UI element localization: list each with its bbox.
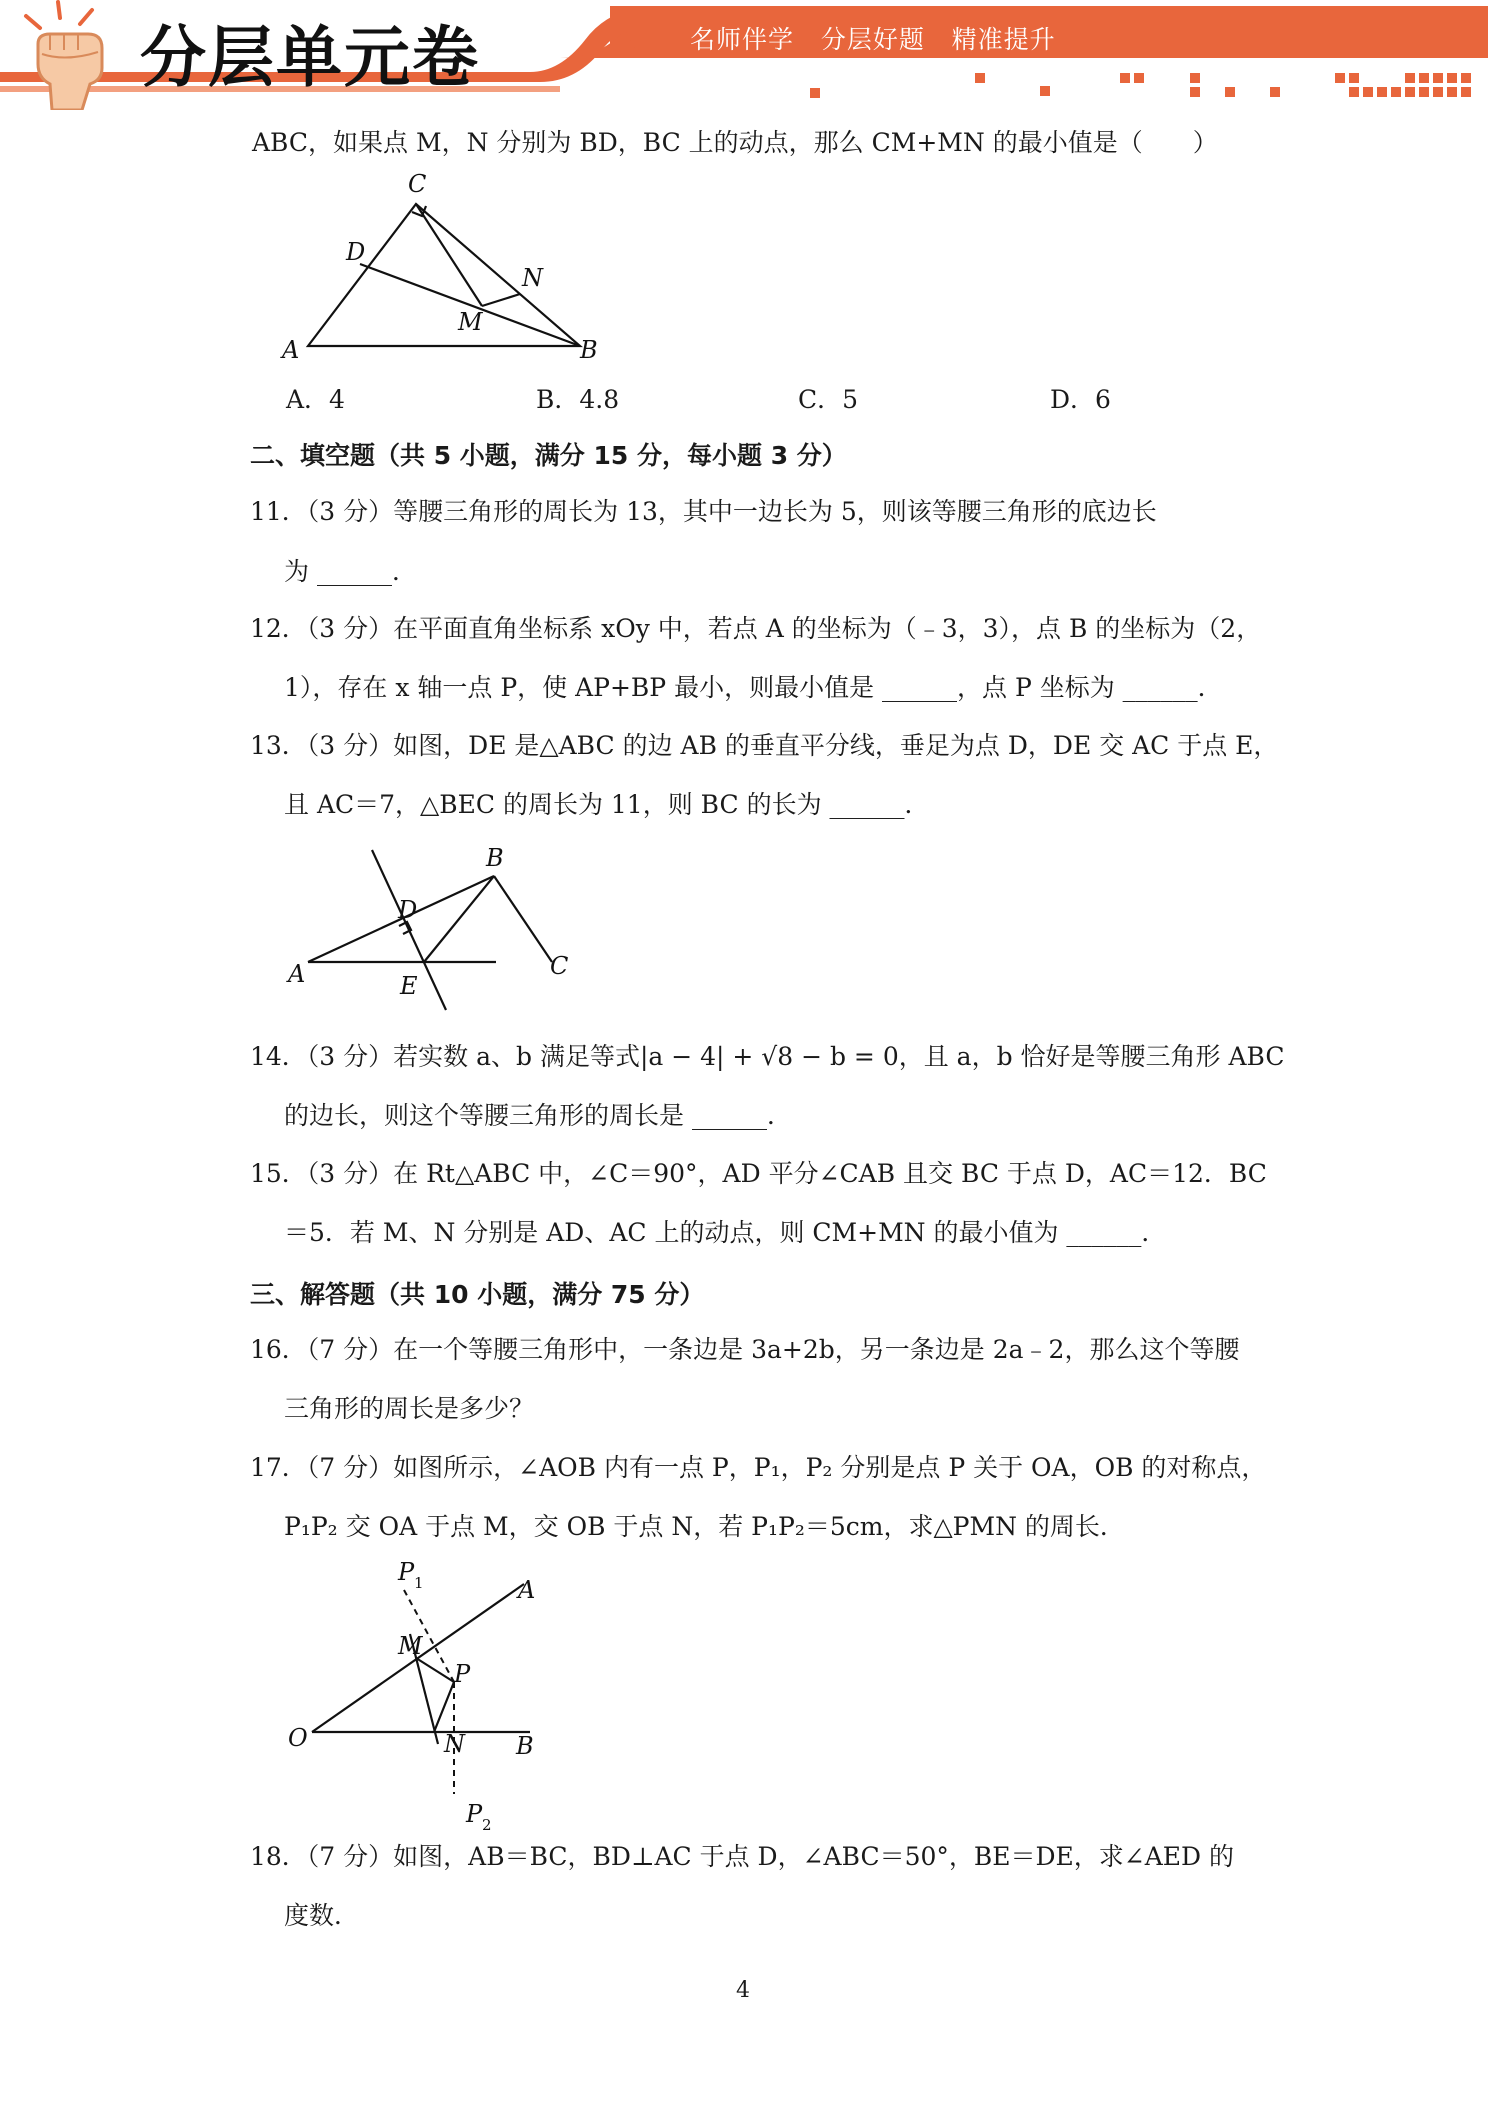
label-e: E — [400, 972, 418, 1000]
label-p: P — [454, 1660, 471, 1688]
page-header — [0, 0, 1488, 110]
q10-option-c: C．5 — [798, 385, 859, 414]
segment-pn — [434, 1682, 454, 1732]
label-a: A — [288, 960, 306, 988]
label-p1-subscript: 1 — [414, 1574, 424, 1592]
q14-line-1: 14．（3 分）若实数 a、b 满足等式|a − 4| + √8 − b = 0，且 a，b 恰好是等腰三角形 ABC — [250, 1042, 1285, 1071]
q10-option-d: D．6 — [1050, 385, 1111, 414]
q18-line-1: 18．（7 分）如图，AB＝BC，BD⊥AC 于点 D，∠ABC＝50°，BE＝DE，求∠AED 的 — [250, 1842, 1235, 1871]
q17-line-2: P₁P₂ 交 OA 于点 M，交 OB 于点 N，若 P₁P₂＝5cm，求△PMN 的周长． — [284, 1512, 1125, 1541]
section-3-heading: 三、解答题（共 10 小题，满分 75 分） — [250, 1280, 705, 1309]
label-n: N — [522, 264, 543, 292]
q16-line-1: 16．（7 分）在一个等腰三角形中，一条边是 3a+2b，另一条边是 2a﹣2，那么这个等腰 — [250, 1335, 1240, 1364]
label-a: A — [518, 1576, 536, 1604]
label-b: B — [580, 336, 598, 363]
fist-icon — [10, 0, 120, 110]
q16-line-2: 三角形的周长是多少？ — [284, 1394, 535, 1423]
q14-line-2: 的边长，则这个等腰三角形的周长是 ______． — [284, 1101, 792, 1130]
q11-line-1: 11．（3 分）等腰三角形的周长为 13，其中一边长为 5，则该等腰三角形的底边长 — [250, 497, 1157, 526]
label-m: M — [458, 308, 483, 336]
brand-title: 分层单元卷 — [140, 19, 480, 96]
segment-bc — [494, 876, 552, 962]
label-p2-subscript: 2 — [482, 1816, 492, 1834]
figure-perpendicular-bisector — [280, 842, 580, 1012]
q13-line-1: 13．（3 分）如图，DE 是△ABC 的边 AB 的垂直平分线，垂足为点 D，DE 交 AC 于点 E， — [250, 731, 1279, 760]
section-2-heading: 二、填空题（共 5 小题，满分 15 分，每小题 3 分） — [250, 441, 847, 470]
segment-mn — [482, 294, 520, 306]
figure-triangle-abc — [280, 168, 610, 363]
q17-line-1: 17．（7 分）如图所示，∠AOB 内有一点 P，P₁，P₂ 分别是点 P 关于 OA，OB 的对称点， — [250, 1453, 1267, 1482]
q18-line-2: 度数． — [284, 1901, 360, 1930]
q10-option-a: A．4 — [286, 385, 345, 414]
figure-angle-aob-reflections — [280, 1554, 620, 1834]
segment-cm — [416, 204, 482, 306]
label-p1: P — [398, 1558, 415, 1586]
label-o: O — [288, 1724, 308, 1752]
q12-line-1: 12．（3 分）在平面直角坐标系 xOy 中，若点 A 的坐标为（﹣3，3），点 B 的坐标为（2， — [250, 614, 1262, 643]
q10-option-b: B．4.8 — [536, 385, 620, 414]
segment-be — [424, 876, 494, 962]
label-m: M — [398, 1632, 423, 1660]
q15-line-1: 15．（3 分）在 Rt△ABC 中，∠C＝90°，AD 平分∠CAB 且交 BC 于点 D，AC＝12．BC — [250, 1159, 1267, 1188]
label-a: A — [282, 336, 300, 363]
q13-line-2: 且 AC＝7，△BEC 的周长为 11，则 BC 的长为 ______． — [284, 790, 930, 819]
label-d: D — [398, 896, 418, 924]
label-c: C — [550, 952, 569, 980]
page-number: 4 — [736, 1978, 750, 2003]
label-p2: P — [466, 1800, 483, 1828]
q15-line-2: ＝5．若 M、N 分别是 AD、AC 上的动点，则 CM+MN 的最小值为 ______． — [284, 1218, 1167, 1247]
label-d: D — [346, 238, 366, 266]
q11-line-2: 为 ______． — [284, 557, 417, 586]
header-slogan: 名师伴学 分层好题 精准提升 — [690, 25, 1056, 54]
q10-text: ABC，如果点 M，N 分别为 BD，BC 上的动点，那么 CM+MN 的最小值是（ ） — [252, 128, 1218, 157]
label-c: C — [408, 170, 427, 198]
q12-line-2: 1），存在 x 轴一点 P，使 AP+BP 最小，则最小值是 ______，点 P 坐标为 ______． — [284, 673, 1223, 702]
label-b: B — [516, 1732, 534, 1760]
label-b: B — [486, 844, 504, 872]
label-n: N — [444, 1730, 465, 1758]
